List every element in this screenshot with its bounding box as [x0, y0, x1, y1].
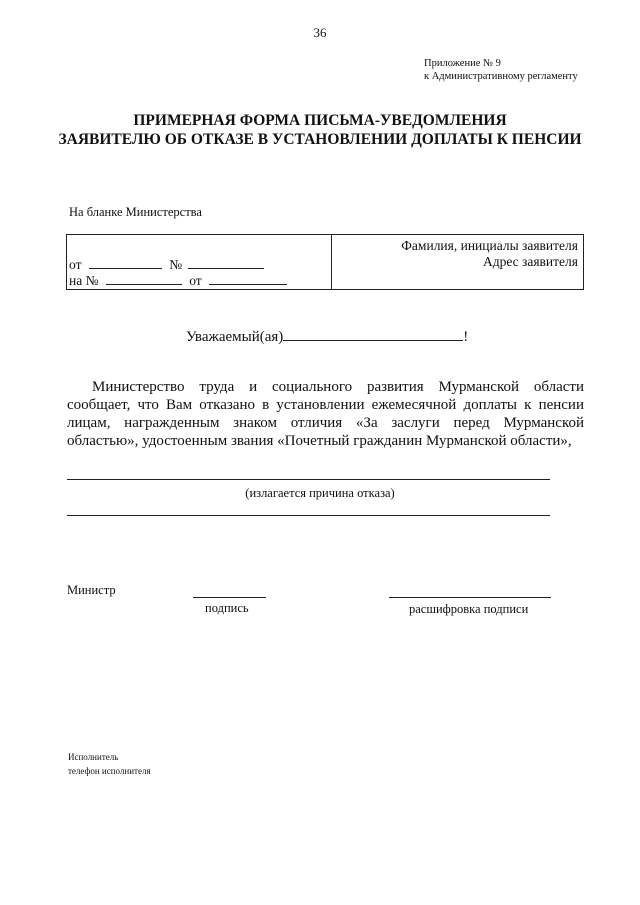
- minister-label: Министр: [67, 583, 116, 597]
- reference-number-label: на №: [69, 273, 99, 288]
- appendix-note: [424, 57, 578, 83]
- reason-line-2[interactable]: [67, 515, 550, 516]
- title-line-2: ЗАЯВИТЕЛЮ ОБ ОТКАЗЕ В УСТАНОВЛЕНИИ ДОПЛАТЫ К ПЕНСИИ: [58, 131, 582, 148]
- reference-row: [69, 272, 287, 289]
- reference-date-blank[interactable]: [209, 272, 287, 285]
- signature-decode-caption: расшифровка подписи: [409, 602, 529, 616]
- outgoing-row: [69, 256, 264, 273]
- title-line-1: ПРИМЕРНАЯ ФОРМА ПИСЬМА-УВЕДОМЛЕНИЯ: [133, 112, 507, 129]
- greeting-exclamation: !: [463, 329, 469, 345]
- notice-body: [67, 378, 584, 450]
- executor-phone-label: телефон исполнителя: [68, 766, 151, 776]
- greeting: [186, 326, 468, 346]
- page-number: 36: [313, 25, 327, 40]
- from-label: от: [69, 257, 82, 272]
- reference-date-label: от: [189, 273, 202, 288]
- ministry-letterhead-note: На бланке Министерства: [69, 205, 202, 219]
- outgoing-date-blank[interactable]: [89, 256, 162, 269]
- document-title: [0, 111, 640, 149]
- reason-line-1[interactable]: [67, 479, 550, 480]
- reference-number-blank[interactable]: [106, 272, 182, 285]
- recipient-block: [401, 238, 578, 270]
- appendix-line-1: Приложение № 9: [424, 58, 501, 69]
- letter-header-box: [66, 234, 584, 290]
- box-divider: [331, 235, 332, 289]
- appendix-line-2: к Административному регламенту: [424, 71, 578, 82]
- recipient-name: Фамилия, инициалы заявителя: [401, 238, 578, 253]
- signature-decode-line[interactable]: [389, 597, 551, 598]
- signature-line[interactable]: [193, 597, 266, 598]
- signature-caption: подпись: [205, 601, 249, 615]
- greeting-text: Уважаемый(ая): [186, 329, 284, 345]
- number-sign: №: [169, 257, 183, 272]
- executor-label: Исполнитель: [68, 752, 119, 762]
- outgoing-number-blank[interactable]: [188, 256, 264, 269]
- addressee-name-blank[interactable]: [283, 326, 463, 341]
- reason-caption: (излагается причина отказа): [245, 486, 395, 500]
- notice-paragraph: Министерство труда и социального развития Мурманской области сообщает, что Вам отказано в установлении ежемесячной доплаты к пенсии лицам, награжденным знаком отличия «За заслуги перед Мурманской областью», удостоенным звания «Почетный гражданин Мурманской области»,: [67, 379, 584, 449]
- recipient-address: Адрес заявителя: [482, 254, 578, 269]
